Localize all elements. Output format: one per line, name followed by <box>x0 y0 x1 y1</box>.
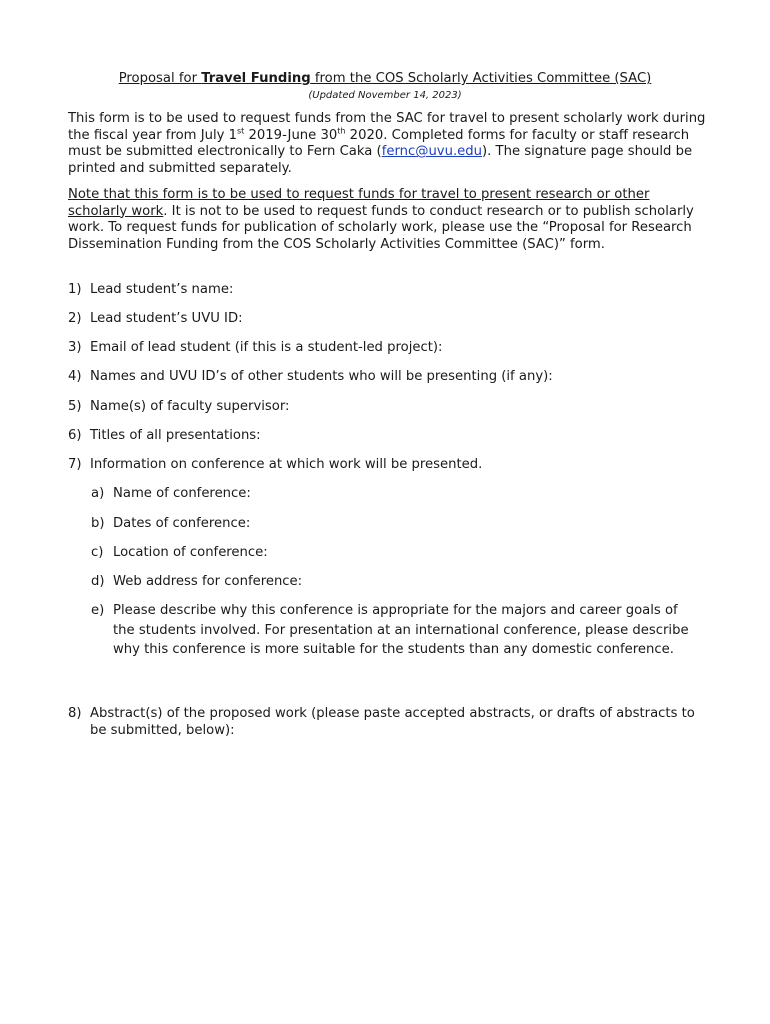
question-3 <box>68 338 708 358</box>
question-number: 3) <box>68 340 82 355</box>
intro-paragraph <box>68 111 708 177</box>
subquestion-text: Web address for conference: <box>113 574 303 589</box>
question-number: 6) <box>68 428 82 443</box>
intro-text-3: 2020. Completed forms for faculty or staff research must be submitted electronically to Fern Caka ( <box>68 127 690 160</box>
question-text: Lead student’s name: <box>90 282 234 297</box>
intro-text-2: 2019-June 30 <box>244 127 338 143</box>
question-number: 8) <box>68 706 82 721</box>
question-text: Name(s) of faculty supervisor: <box>90 399 290 414</box>
note-text: . It is not to be used to request funds to conduct research or to publish scholarly work. To request funds for publication of scholarly work, please use the “Proposal for Research Dissemination Funding from the COS Scholarly Activities Committee (SAC)” form. <box>68 203 694 252</box>
question-text: Abstract(s) of the proposed work (please paste accepted abstracts, or drafts of abstracts to be submitted, below): <box>90 706 695 738</box>
subquestion-e <box>91 601 696 660</box>
subquestion-letter: e) <box>91 603 105 618</box>
question-text: Information on conference at which work will be presented. <box>90 457 483 472</box>
question-2 <box>68 309 708 329</box>
question-text: Email of lead student (if this is a student-led project): <box>90 340 443 355</box>
subquestion-b <box>91 514 696 534</box>
question-8 <box>68 706 708 739</box>
question-text: Names and UVU ID’s of other students who will be presenting (if any): <box>90 369 553 384</box>
note-paragraph <box>68 187 708 253</box>
question-number: 2) <box>68 311 82 326</box>
question-5 <box>68 397 708 417</box>
subquestion-text: Dates of conference: <box>113 516 251 531</box>
question-1 <box>68 280 708 300</box>
intro-sup-2: th <box>337 126 346 136</box>
subquestion-letter: b) <box>91 516 105 531</box>
question-text: Titles of all presentations: <box>90 428 261 443</box>
question-text: Lead student’s UVU ID: <box>90 311 243 326</box>
intro-text-1: This form is to be used to request funds from the SAC for travel to present scholarly work during the fiscal year from July 1 <box>68 111 706 143</box>
email-link[interactable]: fernc@uvu.edu <box>381 144 483 160</box>
title-bold: Travel Funding <box>201 71 311 86</box>
subquestion-letter: d) <box>91 574 105 589</box>
subquestion-text: Location of conference: <box>113 545 268 560</box>
question-4 <box>68 367 708 387</box>
subquestion-text: Name of conference: <box>113 486 251 501</box>
question-number: 7) <box>68 457 82 472</box>
title-suffix: from the COS Scholarly Activities Committee (SAC) <box>310 71 652 86</box>
question-number: 4) <box>68 369 82 384</box>
title-prefix: Proposal for <box>118 71 202 86</box>
subquestion-text: Please describe why this conference is appropriate for the majors and career goals of the students involved. For presentation at an international conference, please describe why this conference is more suitable for the students than any domestic conference. <box>113 603 689 657</box>
question-number: 1) <box>68 282 82 297</box>
intro-sup-1: st <box>237 126 245 136</box>
subquestion-letter: a) <box>91 486 105 501</box>
updated-date: (Updated November 14, 2023) <box>308 90 462 101</box>
subquestion-a <box>91 484 696 504</box>
note-underlined: Note that this form is to be used to request funds for travel to present research or other scholarly work <box>68 187 650 219</box>
document-title <box>0 70 770 87</box>
question-6 <box>68 426 708 446</box>
question-7 <box>68 455 708 475</box>
subquestion-c <box>91 543 696 563</box>
subquestion-d <box>91 572 696 592</box>
subquestion-letter: c) <box>91 545 104 560</box>
question-number: 5) <box>68 399 82 414</box>
intro-text-4: ). The signature page should be printed and submitted separately. <box>68 144 693 176</box>
